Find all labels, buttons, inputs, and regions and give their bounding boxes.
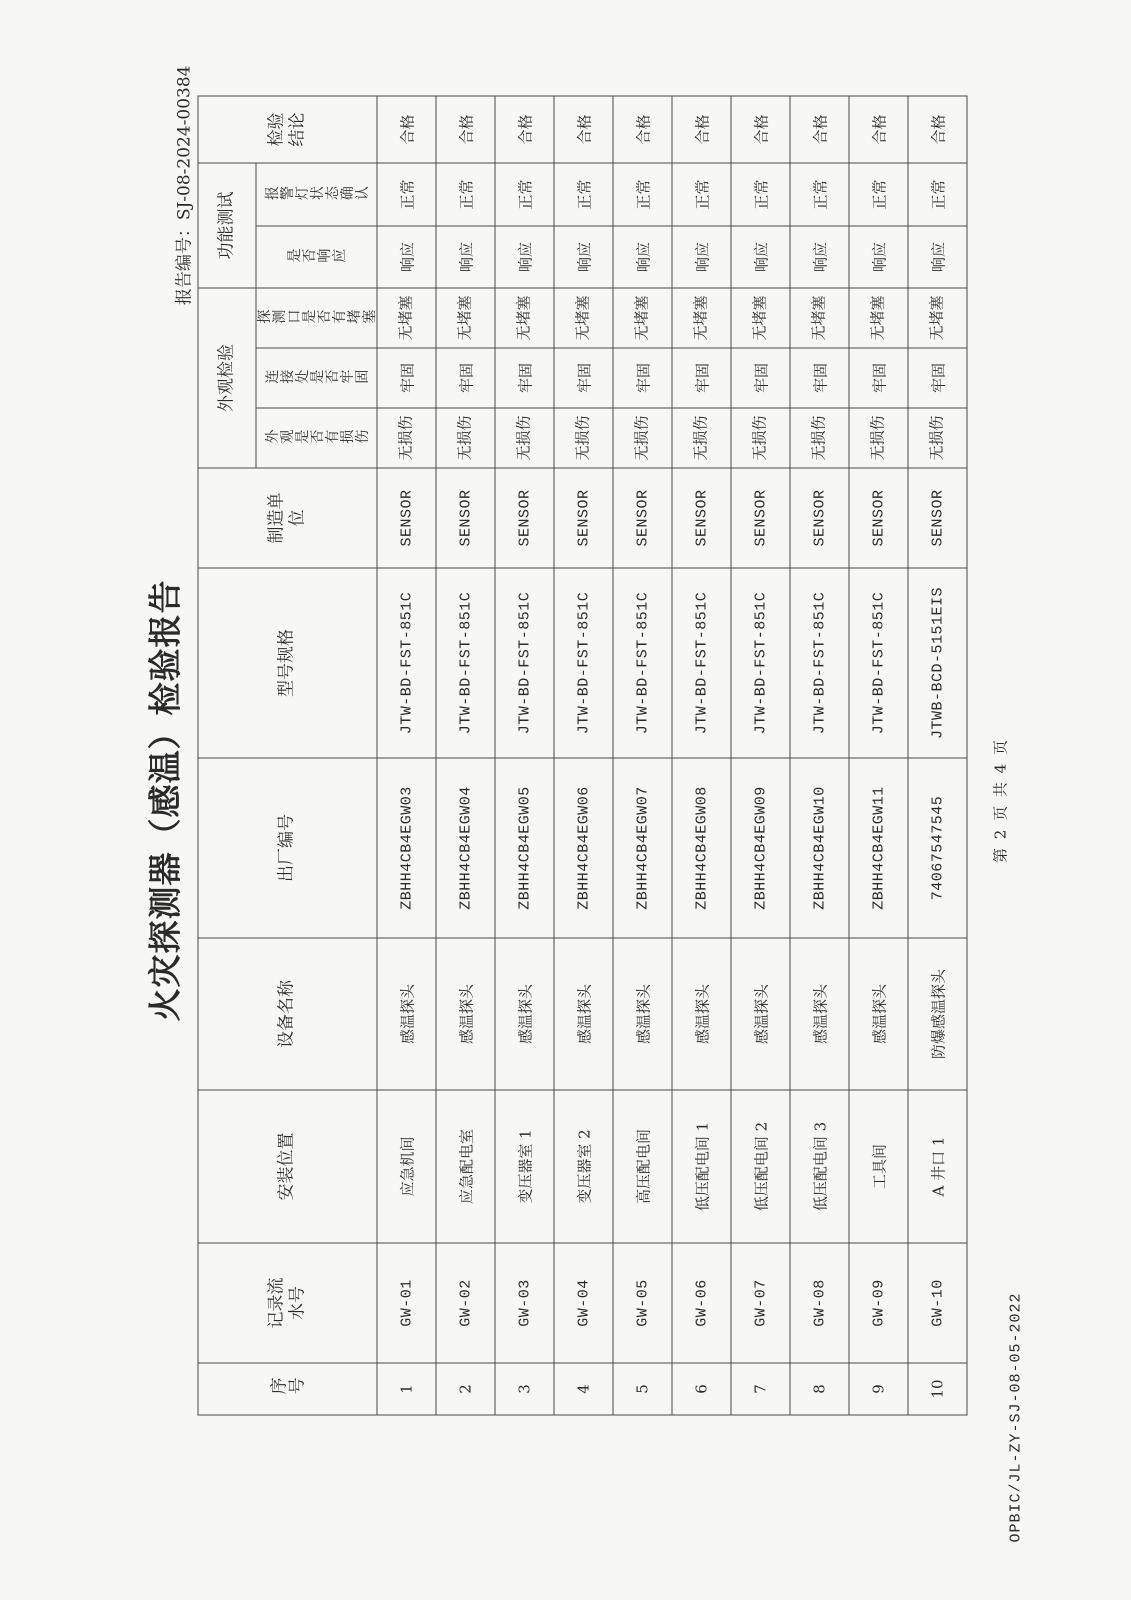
cell-response: 响应 bbox=[613, 226, 672, 288]
cell-record-no: GW-10 bbox=[908, 1243, 967, 1363]
cell-model: JTW-BD-FST-851C bbox=[554, 568, 613, 758]
header-connection-firm: 连接处是否牢固 bbox=[256, 348, 377, 408]
cell-appearance-damage: 无损伤 bbox=[672, 408, 731, 468]
cell-location: 低压配电间 2 bbox=[731, 1090, 790, 1243]
cell-connection-firm: 牢固 bbox=[908, 348, 967, 408]
table-row bbox=[495, 96, 554, 1415]
cell-conclusion: 合格 bbox=[377, 96, 436, 163]
cell-appearance-damage: 无损伤 bbox=[849, 408, 908, 468]
cell-response: 响应 bbox=[554, 226, 613, 288]
cell-location: 低压配电间 3 bbox=[790, 1090, 849, 1243]
table-body bbox=[377, 96, 967, 1415]
cell-appearance-damage: 无损伤 bbox=[731, 408, 790, 468]
table-row bbox=[554, 96, 613, 1415]
cell-alarm-light: 正常 bbox=[436, 163, 495, 226]
table-row bbox=[731, 96, 790, 1415]
cell-model: JTW-BD-FST-851C bbox=[731, 568, 790, 758]
cell-response: 响应 bbox=[731, 226, 790, 288]
cell-alarm-light: 正常 bbox=[731, 163, 790, 226]
cell-seq: 9 bbox=[849, 1363, 908, 1415]
cell-appearance-damage: 无损伤 bbox=[908, 408, 967, 468]
header-probe-blocked: 探测口是否有堵塞 bbox=[256, 288, 377, 348]
cell-manufacturer: SENSOR bbox=[790, 468, 849, 568]
cell-model: JTW-BD-FST-851C bbox=[495, 568, 554, 758]
cell-probe-blocked: 无堵塞 bbox=[790, 288, 849, 348]
cell-response: 响应 bbox=[908, 226, 967, 288]
header-record-no: 记录流水号 bbox=[198, 1243, 377, 1363]
cell-factory-no: ZBHH4CB4EGW06 bbox=[554, 758, 613, 938]
cell-appearance-damage: 无损伤 bbox=[436, 408, 495, 468]
cell-connection-firm: 牢固 bbox=[731, 348, 790, 408]
cell-seq: 2 bbox=[436, 1363, 495, 1415]
cell-seq: 4 bbox=[554, 1363, 613, 1415]
cell-factory-no: ZBHH4CB4EGW09 bbox=[731, 758, 790, 938]
inspection-table bbox=[198, 95, 968, 1415]
cell-probe-blocked: 无堵塞 bbox=[908, 288, 967, 348]
cell-response: 响应 bbox=[377, 226, 436, 288]
cell-probe-blocked: 无堵塞 bbox=[436, 288, 495, 348]
header-conclusion: 检验结论 bbox=[198, 96, 377, 163]
cell-seq: 6 bbox=[672, 1363, 731, 1415]
cell-conclusion: 合格 bbox=[436, 96, 495, 163]
cell-location: 变压器室 2 bbox=[554, 1090, 613, 1243]
header-function-group: 功能测试 bbox=[198, 163, 256, 288]
cell-alarm-light: 正常 bbox=[377, 163, 436, 226]
header-device-name: 设备名称 bbox=[198, 938, 377, 1090]
header-factory-no: 出厂编号 bbox=[198, 758, 377, 938]
cell-factory-no: ZBHH4CB4EGW08 bbox=[672, 758, 731, 938]
cell-location: 工具间 bbox=[849, 1090, 908, 1243]
cell-response: 响应 bbox=[495, 226, 554, 288]
header-seq: 序号 bbox=[198, 1363, 377, 1415]
cell-appearance-damage: 无损伤 bbox=[613, 408, 672, 468]
cell-device-name: 感温探头 bbox=[377, 938, 436, 1090]
cell-probe-blocked: 无堵塞 bbox=[554, 288, 613, 348]
cell-record-no: GW-05 bbox=[613, 1243, 672, 1363]
cell-manufacturer: SENSOR bbox=[731, 468, 790, 568]
cell-connection-firm: 牢固 bbox=[377, 348, 436, 408]
cell-conclusion: 合格 bbox=[790, 96, 849, 163]
cell-conclusion: 合格 bbox=[554, 96, 613, 163]
cell-response: 响应 bbox=[790, 226, 849, 288]
header-location: 安装位置 bbox=[198, 1090, 377, 1243]
cell-record-no: GW-09 bbox=[849, 1243, 908, 1363]
cell-connection-firm: 牢固 bbox=[495, 348, 554, 408]
cell-factory-no: 74067547545 bbox=[908, 758, 967, 938]
cell-manufacturer: SENSOR bbox=[377, 468, 436, 568]
cell-probe-blocked: 无堵塞 bbox=[495, 288, 554, 348]
cell-conclusion: 合格 bbox=[908, 96, 967, 163]
cell-alarm-light: 正常 bbox=[672, 163, 731, 226]
cell-device-name: 感温探头 bbox=[554, 938, 613, 1090]
cell-device-name: 感温探头 bbox=[436, 938, 495, 1090]
cell-connection-firm: 牢固 bbox=[790, 348, 849, 408]
header-row-1 bbox=[198, 96, 256, 1415]
cell-conclusion: 合格 bbox=[495, 96, 554, 163]
cell-probe-blocked: 无堵塞 bbox=[613, 288, 672, 348]
table-row bbox=[613, 96, 672, 1415]
cell-appearance-damage: 无损伤 bbox=[790, 408, 849, 468]
page-title: 火灾探测器（感温）检验报告 bbox=[145, 579, 185, 1021]
cell-device-name: 感温探头 bbox=[495, 938, 554, 1090]
cell-factory-no: ZBHH4CB4EGW03 bbox=[377, 758, 436, 938]
table-row bbox=[672, 96, 731, 1415]
cell-model: JTWB-BCD-5151EIS bbox=[908, 568, 967, 758]
cell-connection-firm: 牢固 bbox=[849, 348, 908, 408]
cell-probe-blocked: 无堵塞 bbox=[672, 288, 731, 348]
report-number: SJ-08-2024-00384 bbox=[174, 65, 195, 220]
cell-seq: 3 bbox=[495, 1363, 554, 1415]
cell-factory-no: ZBHH4CB4EGW11 bbox=[849, 758, 908, 938]
header-response: 是否响应 bbox=[256, 226, 377, 288]
cell-probe-blocked: 无堵塞 bbox=[377, 288, 436, 348]
cell-manufacturer: SENSOR bbox=[908, 468, 967, 568]
table-row bbox=[790, 96, 849, 1415]
cell-device-name: 感温探头 bbox=[613, 938, 672, 1090]
cell-conclusion: 合格 bbox=[731, 96, 790, 163]
header-appearance-group: 外观检验 bbox=[198, 288, 256, 468]
cell-device-name: 感温探头 bbox=[849, 938, 908, 1090]
cell-location: 低压配电间 1 bbox=[672, 1090, 731, 1243]
table-row bbox=[849, 96, 908, 1415]
cell-seq: 7 bbox=[731, 1363, 790, 1415]
cell-record-no: GW-02 bbox=[436, 1243, 495, 1363]
table-row bbox=[436, 96, 495, 1415]
cell-seq: 8 bbox=[790, 1363, 849, 1415]
cell-model: JTW-BD-FST-851C bbox=[849, 568, 908, 758]
cell-device-name: 感温探头 bbox=[672, 938, 731, 1090]
cell-alarm-light: 正常 bbox=[613, 163, 672, 226]
cell-alarm-light: 正常 bbox=[495, 163, 554, 226]
cell-conclusion: 合格 bbox=[672, 96, 731, 163]
cell-connection-firm: 牢固 bbox=[436, 348, 495, 408]
cell-record-no: GW-08 bbox=[790, 1243, 849, 1363]
cell-probe-blocked: 无堵塞 bbox=[849, 288, 908, 348]
cell-model: JTW-BD-FST-851C bbox=[672, 568, 731, 758]
cell-manufacturer: SENSOR bbox=[554, 468, 613, 568]
cell-location: 应急配电室 bbox=[436, 1090, 495, 1243]
cell-device-name: 感温探头 bbox=[790, 938, 849, 1090]
page-footer: 第 2 页 共 4 页 bbox=[991, 737, 1010, 863]
cell-location: 高压配电间 bbox=[613, 1090, 672, 1243]
cell-record-no: GW-03 bbox=[495, 1243, 554, 1363]
cell-seq: 5 bbox=[613, 1363, 672, 1415]
cell-model: JTW-BD-FST-851C bbox=[790, 568, 849, 758]
report-number-line bbox=[170, 65, 195, 305]
cell-factory-no: ZBHH4CB4EGW05 bbox=[495, 758, 554, 938]
cell-probe-blocked: 无堵塞 bbox=[731, 288, 790, 348]
cell-connection-firm: 牢固 bbox=[613, 348, 672, 408]
cell-manufacturer: SENSOR bbox=[613, 468, 672, 568]
cell-model: JTW-BD-FST-851C bbox=[613, 568, 672, 758]
cell-manufacturer: SENSOR bbox=[495, 468, 554, 568]
cell-location: 应急机间 bbox=[377, 1090, 436, 1243]
header-appearance-damage: 外观是否有损伤 bbox=[256, 408, 377, 468]
document-code: OPBIC/JL-ZY-SJ-08-05-2022 bbox=[1007, 1291, 1025, 1542]
cell-alarm-light: 正常 bbox=[790, 163, 849, 226]
cell-connection-firm: 牢固 bbox=[554, 348, 613, 408]
cell-alarm-light: 正常 bbox=[554, 163, 613, 226]
header-manufacturer: 制造单位 bbox=[198, 468, 377, 568]
cell-factory-no: ZBHH4CB4EGW07 bbox=[613, 758, 672, 938]
cell-model: JTW-BD-FST-851C bbox=[377, 568, 436, 758]
cell-conclusion: 合格 bbox=[613, 96, 672, 163]
cell-location: 变压器室 1 bbox=[495, 1090, 554, 1243]
cell-connection-firm: 牢固 bbox=[672, 348, 731, 408]
cell-model: JTW-BD-FST-851C bbox=[436, 568, 495, 758]
cell-appearance-damage: 无损伤 bbox=[377, 408, 436, 468]
cell-record-no: GW-06 bbox=[672, 1243, 731, 1363]
header-alarm-light: 报警灯状态确认 bbox=[256, 163, 377, 226]
cell-response: 响应 bbox=[672, 226, 731, 288]
report-number-label: 报告编号： bbox=[174, 219, 195, 305]
cell-seq: 1 bbox=[377, 1363, 436, 1415]
cell-record-no: GW-01 bbox=[377, 1243, 436, 1363]
cell-manufacturer: SENSOR bbox=[849, 468, 908, 568]
cell-manufacturer: SENSOR bbox=[436, 468, 495, 568]
cell-alarm-light: 正常 bbox=[908, 163, 967, 226]
cell-response: 响应 bbox=[436, 226, 495, 288]
table-row bbox=[908, 96, 967, 1415]
cell-factory-no: ZBHH4CB4EGW10 bbox=[790, 758, 849, 938]
cell-device-name: 感温探头 bbox=[731, 938, 790, 1090]
cell-record-no: GW-04 bbox=[554, 1243, 613, 1363]
cell-conclusion: 合格 bbox=[849, 96, 908, 163]
cell-seq: 10 bbox=[908, 1363, 967, 1415]
cell-record-no: GW-07 bbox=[731, 1243, 790, 1363]
cell-location: A 井口 1 bbox=[908, 1090, 967, 1243]
cell-factory-no: ZBHH4CB4EGW04 bbox=[436, 758, 495, 938]
cell-manufacturer: SENSOR bbox=[672, 468, 731, 568]
table-row bbox=[377, 96, 436, 1415]
cell-device-name: 防爆感温探头 bbox=[908, 938, 967, 1090]
header-model: 型号规格 bbox=[198, 568, 377, 758]
cell-appearance-damage: 无损伤 bbox=[495, 408, 554, 468]
cell-response: 响应 bbox=[849, 226, 908, 288]
cell-alarm-light: 正常 bbox=[849, 163, 908, 226]
cell-appearance-damage: 无损伤 bbox=[554, 408, 613, 468]
